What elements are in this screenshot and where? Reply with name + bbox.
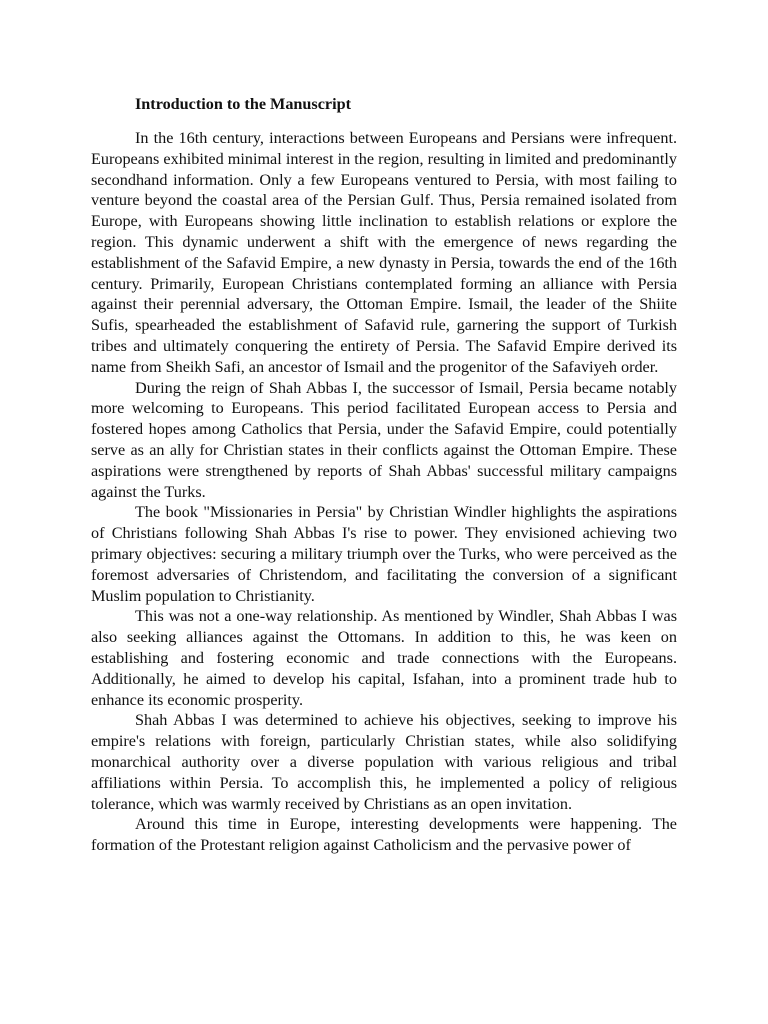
paragraph-2: During the reign of Shah Abbas I, the successor of Ismail, Persia became notably more welcoming to Europeans. This period facilitated European access to Persia and fostered hopes among Catholics that Persia, under the Safavid Empire, could potentially serve as an ally for Christian states in their conflicts against the Ottoman Empire. These aspirations were strengthened by reports of Shah Abbas' successful military campaigns against the Turks. — [91, 378, 677, 501]
paragraph-6: Around this time in Europe, interesting developments were happening. The formation of the Protestant religion against Catholicism and the pervasive power of — [91, 815, 677, 855]
paragraph-1: In the 16th century, interactions between Europeans and Persians were infrequent. Europeans exhibited minimal interest in the region, resulting in limited and predominantly secondhand information. Only a few Europeans ventured to Persia, with most failing to venture beyond the coastal area of the Persian Gulf. Thus, Persia remained isolated from Europe, with Europeans showing little inclination to establish relations or explore the region. This dynamic underwent a shift with the emergence of news regarding the establishment of the Safavid Empire, a new dynasty in Persia, towards the end of the 16th century. Primarily, European Christians contemplated forming an alliance with Persia against their perennial adversary, the Ottoman Empire. Ismail, the leader of the Shiite Sufis, spearheaded the establishment of Safavid rule, garnering the support of Turkish tribes and ultimately conquering the entirety of Persia. The Safavid Empire derived its name from Sheikh Safi, an ancestor of Ismail and the progenitor of the Safaviyeh order. — [91, 129, 677, 376]
paragraph-3: The book "Missionaries in Persia" by Christian Windler highlights the aspirations of Christians following Shah Abbas I's rise to power. They envisioned achieving two primary objectives: securing a military triumph over the Turks, who were perceived as the foremost adversaries of Christendom, and facilitating the conversion of a significant Muslim population to Christianity. — [91, 503, 677, 605]
document-page — [91, 90, 677, 856]
paragraph-4: This was not a one-way relationship. As mentioned by Windler, Shah Abbas I was also seeking alliances against the Ottomans. In addition to this, he was keen on establishing and fostering economic and trade connections with the Europeans. Additionally, he aimed to develop his capital, Isfahan, into a prominent trade hub to enhance its economic prosperity. — [91, 607, 677, 709]
document-title: Introduction to the Manuscript — [135, 95, 351, 113]
paragraph-5: Shah Abbas I was determined to achieve his objectives, seeking to improve his empire's relations with foreign, particularly Christian states, while also solidifying monarchical authority over a diverse population with various religious and tribal affiliations within Persia. To accomplish this, he implemented a policy of religious tolerance, which was warmly received by Christians as an open invitation. — [91, 711, 677, 813]
